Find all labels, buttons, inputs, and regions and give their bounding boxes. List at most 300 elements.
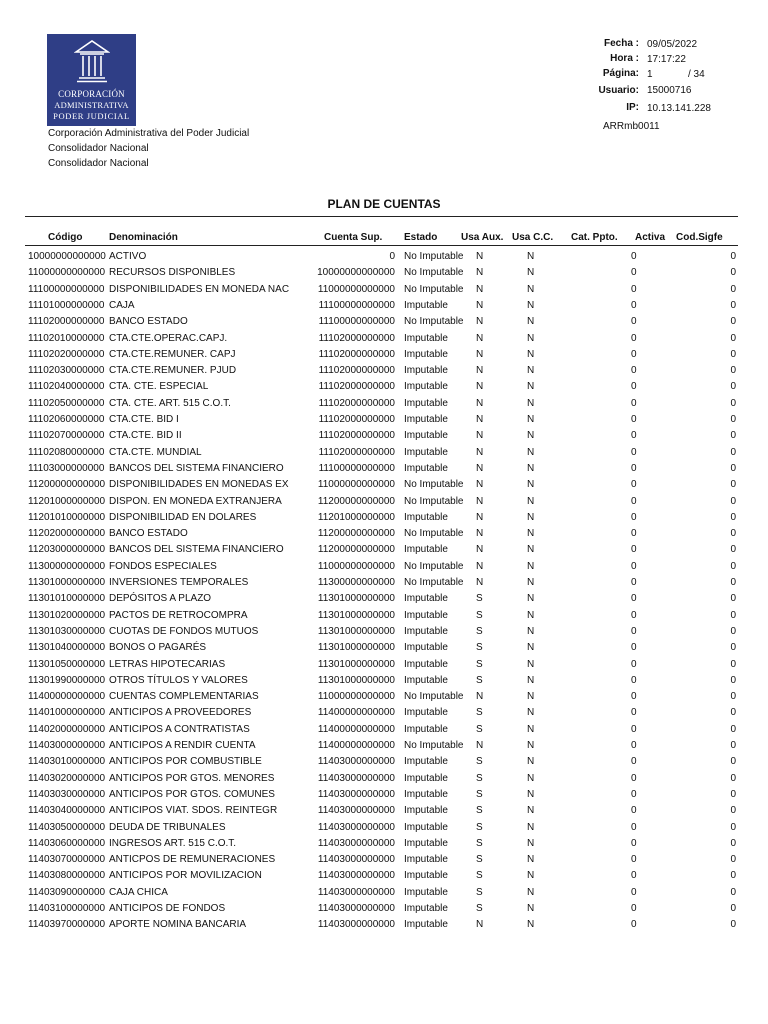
header-divider bbox=[25, 245, 738, 246]
ip-label: IP: bbox=[626, 102, 639, 113]
cell-usa-cc: N bbox=[527, 821, 535, 833]
cell-usa-cc: N bbox=[527, 609, 535, 621]
cell-codigo: 11101000000000 bbox=[28, 299, 105, 311]
cell-activa: 0 bbox=[631, 919, 637, 931]
table-row bbox=[0, 724, 768, 740]
hora-label: Hora : bbox=[610, 53, 639, 64]
table-row bbox=[0, 659, 768, 675]
cell-usa-cc: N bbox=[527, 414, 535, 425]
org-consolidator-2: Consolidador Nacional bbox=[48, 158, 149, 169]
cell-usa-cc: N bbox=[527, 870, 535, 882]
cell-denominacion: ANTICIPOS A PROVEEDORES bbox=[109, 707, 252, 719]
col-usa-aux: Usa Aux. bbox=[461, 232, 504, 243]
cell-cuenta-sup: 11100000000000 bbox=[318, 316, 395, 328]
cell-codigo: 11403020000000 bbox=[28, 772, 106, 784]
cell-activa: 0 bbox=[631, 723, 637, 735]
cell-cuenta-sup: 11301000000000 bbox=[317, 625, 395, 637]
cell-usa-aux: N bbox=[476, 381, 484, 393]
cell-cuenta-sup: 11102000000000 bbox=[318, 348, 395, 360]
cell-cod-sigfe: 0 bbox=[730, 723, 736, 735]
table-row bbox=[0, 430, 768, 446]
cell-codigo: 11102070000000 bbox=[28, 430, 105, 442]
cell-activa: 0 bbox=[631, 625, 637, 637]
cell-usa-aux: S bbox=[476, 837, 483, 849]
cell-denominacion: ANTICIPOS A CONTRATISTAS bbox=[109, 723, 250, 735]
cell-cuenta-sup: 11300000000000 bbox=[317, 577, 395, 588]
table-row bbox=[0, 316, 768, 332]
cell-usa-cc: N bbox=[527, 577, 535, 588]
cell-usa-cc: N bbox=[527, 495, 535, 507]
cell-codigo: 11102050000000 bbox=[28, 397, 105, 409]
cell-denominacion: ANTICPOS DE REMUNERACIONES bbox=[109, 854, 276, 866]
cell-codigo: 11403090000000 bbox=[28, 886, 106, 898]
cell-denominacion: ANTICIPOS POR GTOS. MENORES bbox=[109, 772, 275, 784]
cell-denominacion: CUOTAS DE FONDOS MUTUOS bbox=[109, 625, 259, 637]
cell-codigo: 11403040000000 bbox=[28, 805, 106, 817]
cell-activa: 0 bbox=[631, 283, 637, 295]
cell-cuenta-sup: 11403000000000 bbox=[317, 756, 395, 768]
cell-cuenta-sup: 11400000000000 bbox=[317, 740, 395, 751]
cell-estado: Imputable bbox=[404, 788, 448, 800]
cell-denominacion: CTA. CTE. ESPECIAL bbox=[109, 381, 209, 393]
cell-denominacion: DEUDA DE TRIBUNALES bbox=[109, 821, 226, 833]
cell-usa-aux: N bbox=[476, 560, 484, 572]
cell-usa-cc: N bbox=[527, 251, 535, 262]
cell-usa-aux: N bbox=[476, 299, 484, 311]
col-codigo: Código bbox=[48, 232, 83, 243]
cell-usa-cc: N bbox=[527, 837, 535, 849]
cell-usa-aux: S bbox=[476, 625, 483, 637]
cell-codigo: 11400000000000 bbox=[28, 691, 106, 703]
cell-estado: Imputable bbox=[404, 870, 448, 882]
cell-codigo: 11403070000000 bbox=[28, 854, 106, 866]
cell-denominacion: DISPONIBILIDAD EN DOLARES bbox=[109, 511, 257, 523]
table-row bbox=[0, 707, 768, 723]
table-row bbox=[0, 496, 768, 512]
table-row bbox=[0, 805, 768, 821]
cell-codigo: 11403000000000 bbox=[28, 740, 106, 751]
cell-denominacion: DISPONIBILIDADES EN MONEDA NAC bbox=[109, 283, 290, 295]
cell-activa: 0 bbox=[631, 348, 637, 360]
cell-usa-aux: N bbox=[476, 462, 484, 474]
cell-cod-sigfe: 0 bbox=[730, 903, 736, 914]
cell-codigo: 11201000000000 bbox=[28, 495, 106, 507]
cell-activa: 0 bbox=[631, 642, 637, 654]
table-row bbox=[0, 447, 768, 463]
usuario-label: Usuario: bbox=[598, 85, 639, 96]
cell-activa: 0 bbox=[631, 740, 637, 751]
cell-denominacion: ACTIVO bbox=[109, 251, 147, 262]
cell-usa-cc: N bbox=[527, 397, 535, 409]
cell-usa-cc: N bbox=[527, 854, 535, 866]
cell-estado: Imputable bbox=[404, 365, 448, 377]
table-row bbox=[0, 740, 768, 756]
table-row bbox=[0, 479, 768, 495]
table-row bbox=[0, 365, 768, 381]
cell-usa-cc: N bbox=[527, 625, 535, 637]
cell-codigo: 11102040000000 bbox=[28, 381, 105, 393]
cell-cuenta-sup: 11403000000000 bbox=[317, 903, 395, 914]
cell-cuenta-sup: 11102000000000 bbox=[318, 397, 395, 409]
ip-value: 10.13.141.228 bbox=[647, 103, 711, 114]
cell-usa-cc: N bbox=[527, 707, 535, 719]
cell-denominacion: ANTICIPOS POR COMBUSTIBLE bbox=[109, 756, 262, 768]
cell-cuenta-sup: 10000000000000 bbox=[317, 267, 395, 279]
cell-estado: Imputable bbox=[404, 593, 448, 605]
cell-usa-cc: N bbox=[527, 332, 535, 344]
cell-estado: Imputable bbox=[404, 837, 448, 849]
table-row bbox=[0, 773, 768, 789]
cell-denominacion: BANCO ESTADO bbox=[109, 316, 188, 328]
cell-activa: 0 bbox=[631, 414, 637, 425]
cell-usa-cc: N bbox=[527, 674, 535, 686]
cell-usa-aux: N bbox=[476, 740, 484, 751]
cell-cod-sigfe: 0 bbox=[730, 674, 736, 686]
cell-estado: No Imputable bbox=[404, 316, 464, 328]
cell-codigo: 11301010000000 bbox=[28, 593, 106, 605]
table-row bbox=[0, 691, 768, 707]
pagina-total: / 34 bbox=[688, 69, 705, 80]
cell-estado: Imputable bbox=[404, 609, 448, 621]
cell-activa: 0 bbox=[631, 707, 637, 719]
cell-codigo: 11403050000000 bbox=[28, 821, 106, 833]
table-row bbox=[0, 333, 768, 349]
cell-usa-aux: S bbox=[476, 707, 483, 719]
cell-denominacion: CTA.CTE. BID I bbox=[109, 414, 179, 425]
cell-cuenta-sup: 11403000000000 bbox=[317, 772, 395, 784]
cell-estado: Imputable bbox=[404, 772, 448, 784]
cell-codigo: 11301030000000 bbox=[28, 625, 106, 637]
cell-estado: No Imputable bbox=[404, 528, 464, 540]
cell-denominacion: CTA. CTE. ART. 515 C.O.T. bbox=[109, 397, 231, 409]
usuario-value: 15000716 bbox=[647, 85, 692, 96]
cell-activa: 0 bbox=[631, 870, 637, 882]
cell-activa: 0 bbox=[631, 511, 637, 523]
cell-usa-cc: N bbox=[527, 365, 535, 377]
cell-estado: No Imputable bbox=[404, 577, 464, 588]
logo-text-line3: PODER JUDICIAL bbox=[53, 111, 130, 121]
cell-activa: 0 bbox=[631, 772, 637, 784]
cell-codigo: 11403100000000 bbox=[28, 903, 106, 914]
cell-usa-cc: N bbox=[527, 903, 535, 914]
cell-codigo: 11403970000000 bbox=[28, 919, 106, 931]
cell-usa-cc: N bbox=[527, 919, 535, 931]
cell-cuenta-sup: 11403000000000 bbox=[317, 919, 395, 931]
cell-denominacion: CTA.CTE. MUNDIAL bbox=[109, 446, 202, 458]
cell-denominacion: APORTE NOMINA BANCARIA bbox=[109, 919, 247, 931]
cell-codigo: 11103000000000 bbox=[28, 462, 105, 474]
table-row bbox=[0, 300, 768, 316]
cell-cuenta-sup: 11403000000000 bbox=[317, 788, 395, 800]
table-row bbox=[0, 528, 768, 544]
cell-usa-aux: S bbox=[476, 756, 483, 768]
cell-activa: 0 bbox=[631, 397, 637, 409]
cell-estado: Imputable bbox=[404, 805, 448, 817]
cell-cod-sigfe: 0 bbox=[730, 283, 736, 295]
cell-cod-sigfe: 0 bbox=[730, 462, 736, 474]
cell-estado: Imputable bbox=[404, 332, 448, 344]
cell-estado: Imputable bbox=[404, 511, 448, 523]
cell-estado: Imputable bbox=[404, 348, 448, 360]
cell-denominacion: CAJA CHICA bbox=[109, 886, 168, 898]
col-cod-sigfe: Cod.Sigfe bbox=[676, 232, 723, 243]
cell-usa-aux: S bbox=[476, 805, 483, 817]
cell-usa-cc: N bbox=[527, 446, 535, 458]
table-row bbox=[0, 398, 768, 414]
report-code: ARRmb0011 bbox=[603, 121, 660, 132]
cell-activa: 0 bbox=[631, 381, 637, 393]
cell-usa-aux: N bbox=[476, 479, 484, 491]
cell-codigo: 11200000000000 bbox=[28, 479, 106, 491]
col-estado: Estado bbox=[404, 232, 438, 243]
cell-usa-aux: N bbox=[476, 397, 484, 409]
table-row bbox=[0, 919, 768, 935]
cell-estado: Imputable bbox=[404, 430, 448, 442]
cell-usa-cc: N bbox=[527, 723, 535, 735]
cell-cod-sigfe: 0 bbox=[730, 251, 736, 262]
cell-usa-cc: N bbox=[527, 805, 535, 817]
cell-activa: 0 bbox=[631, 756, 637, 768]
cell-codigo: 11202000000000 bbox=[28, 528, 106, 540]
org-name: Corporación Administrativa del Poder Judicial bbox=[48, 128, 250, 139]
cell-estado: No Imputable bbox=[404, 267, 464, 279]
cell-usa-cc: N bbox=[527, 658, 535, 670]
cell-activa: 0 bbox=[631, 609, 637, 621]
cell-cuenta-sup: 11102000000000 bbox=[318, 414, 395, 425]
cell-cod-sigfe: 0 bbox=[730, 381, 736, 393]
cell-estado: No Imputable bbox=[404, 479, 464, 491]
cell-codigo: 11403010000000 bbox=[28, 756, 106, 768]
cell-cuenta-sup: 11301000000000 bbox=[317, 593, 395, 605]
cell-cod-sigfe: 0 bbox=[730, 805, 736, 817]
cell-denominacion: OTROS TÍTULOS Y VALORES bbox=[109, 674, 248, 686]
cell-usa-cc: N bbox=[527, 788, 535, 800]
cell-codigo: 11403080000000 bbox=[28, 870, 106, 882]
cell-usa-aux: N bbox=[476, 544, 484, 556]
table-row bbox=[0, 267, 768, 283]
cell-codigo: 11102080000000 bbox=[28, 446, 105, 458]
logo-text-line1: CORPORACIÓN bbox=[58, 89, 125, 99]
cell-cod-sigfe: 0 bbox=[730, 919, 736, 931]
table-row bbox=[0, 512, 768, 528]
cell-cuenta-sup: 11102000000000 bbox=[318, 430, 395, 442]
fecha-label: Fecha : bbox=[603, 38, 639, 49]
cell-cuenta-sup: 11301000000000 bbox=[317, 658, 395, 670]
cell-usa-aux: N bbox=[476, 348, 484, 360]
table-row bbox=[0, 854, 768, 870]
cell-estado: Imputable bbox=[404, 903, 448, 914]
cell-usa-cc: N bbox=[527, 544, 535, 556]
cell-cod-sigfe: 0 bbox=[730, 837, 736, 849]
cell-activa: 0 bbox=[631, 332, 637, 344]
table-row bbox=[0, 463, 768, 479]
cell-cuenta-sup: 11400000000000 bbox=[317, 723, 395, 735]
cell-usa-cc: N bbox=[527, 283, 535, 295]
cell-usa-aux: S bbox=[476, 788, 483, 800]
cell-cod-sigfe: 0 bbox=[730, 544, 736, 556]
cell-activa: 0 bbox=[631, 251, 637, 262]
table-row bbox=[0, 251, 768, 267]
cell-cuenta-sup: 11403000000000 bbox=[317, 837, 395, 849]
cell-usa-cc: N bbox=[527, 430, 535, 442]
cell-usa-aux: N bbox=[476, 267, 484, 279]
cell-denominacion: CUENTAS COMPLEMENTARIAS bbox=[109, 691, 259, 703]
col-cat-ppto: Cat. Ppto. bbox=[571, 232, 618, 243]
table-row bbox=[0, 610, 768, 626]
pagina-label: Página: bbox=[602, 68, 639, 79]
cell-cod-sigfe: 0 bbox=[730, 299, 736, 311]
cell-activa: 0 bbox=[631, 821, 637, 833]
title-divider bbox=[25, 216, 738, 217]
cell-usa-aux: S bbox=[476, 723, 483, 735]
cell-cod-sigfe: 0 bbox=[730, 593, 736, 605]
cell-cuenta-sup: 11200000000000 bbox=[317, 528, 395, 540]
cell-usa-aux: S bbox=[476, 854, 483, 866]
cell-cod-sigfe: 0 bbox=[730, 430, 736, 442]
table-row bbox=[0, 626, 768, 642]
cell-usa-aux: N bbox=[476, 430, 484, 442]
cell-usa-cc: N bbox=[527, 691, 535, 703]
cell-cuenta-sup: 11200000000000 bbox=[317, 544, 395, 556]
cell-estado: Imputable bbox=[404, 446, 448, 458]
cell-cuenta-sup: 11201000000000 bbox=[317, 511, 395, 523]
cell-cod-sigfe: 0 bbox=[730, 528, 736, 540]
cell-usa-aux: N bbox=[476, 283, 484, 295]
cell-cod-sigfe: 0 bbox=[730, 870, 736, 882]
cell-usa-aux: S bbox=[476, 593, 483, 605]
table-row bbox=[0, 349, 768, 365]
cell-cuenta-sup: 11400000000000 bbox=[317, 707, 395, 719]
cell-cuenta-sup: 11301000000000 bbox=[317, 609, 395, 621]
cell-cod-sigfe: 0 bbox=[730, 788, 736, 800]
table-row bbox=[0, 414, 768, 430]
cell-activa: 0 bbox=[631, 658, 637, 670]
cell-codigo: 11102010000000 bbox=[28, 332, 105, 344]
cell-estado: Imputable bbox=[404, 658, 448, 670]
cell-codigo: 11403060000000 bbox=[28, 837, 106, 849]
cell-usa-cc: N bbox=[527, 642, 535, 654]
cell-cuenta-sup: 11102000000000 bbox=[318, 446, 395, 458]
cell-cod-sigfe: 0 bbox=[730, 756, 736, 768]
cell-cod-sigfe: 0 bbox=[730, 854, 736, 866]
cell-cuenta-sup: 11301000000000 bbox=[317, 674, 395, 686]
cell-estado: Imputable bbox=[404, 544, 448, 556]
cell-usa-cc: N bbox=[527, 593, 535, 605]
cell-usa-aux: S bbox=[476, 903, 483, 914]
cell-denominacion: FONDOS ESPECIALES bbox=[109, 560, 217, 572]
cell-codigo: 10000000000000 bbox=[28, 251, 106, 262]
cell-activa: 0 bbox=[631, 903, 637, 914]
cell-usa-cc: N bbox=[527, 740, 535, 751]
cell-estado: Imputable bbox=[404, 886, 448, 898]
cell-codigo: 11300000000000 bbox=[28, 560, 106, 572]
table-row bbox=[0, 544, 768, 560]
cell-estado: Imputable bbox=[404, 642, 448, 654]
cell-activa: 0 bbox=[631, 886, 637, 898]
cell-usa-aux: N bbox=[476, 316, 484, 328]
cell-usa-aux: S bbox=[476, 658, 483, 670]
cell-denominacion: ANTICIPOS A RENDIR CUENTA bbox=[109, 740, 256, 751]
cell-denominacion: BONOS O PAGARÉS bbox=[109, 642, 207, 654]
org-consolidator-1: Consolidador Nacional bbox=[48, 143, 149, 154]
table-row bbox=[0, 822, 768, 838]
logo bbox=[47, 34, 136, 126]
cell-estado: Imputable bbox=[404, 854, 448, 866]
cell-codigo: 11301990000000 bbox=[28, 674, 106, 686]
cell-estado: Imputable bbox=[404, 756, 448, 768]
cell-denominacion: ANTICIPOS VIAT. SDOS. REINTEGR bbox=[109, 805, 278, 817]
cell-cuenta-sup: 0 bbox=[389, 251, 395, 262]
cell-cod-sigfe: 0 bbox=[730, 691, 736, 703]
cell-cuenta-sup: 11000000000000 bbox=[317, 283, 395, 295]
cell-cuenta-sup: 11200000000000 bbox=[317, 495, 395, 507]
cell-activa: 0 bbox=[631, 854, 637, 866]
table-row bbox=[0, 577, 768, 593]
cell-cuenta-sup: 11102000000000 bbox=[318, 365, 395, 377]
cell-usa-aux: N bbox=[476, 528, 484, 540]
cell-cod-sigfe: 0 bbox=[730, 821, 736, 833]
cell-cod-sigfe: 0 bbox=[730, 446, 736, 458]
cell-activa: 0 bbox=[631, 788, 637, 800]
cell-usa-cc: N bbox=[527, 267, 535, 279]
cell-estado: No Imputable bbox=[404, 560, 464, 572]
hora-value: 17:17:22 bbox=[647, 54, 686, 65]
cell-cod-sigfe: 0 bbox=[730, 495, 736, 507]
cell-usa-cc: N bbox=[527, 462, 535, 474]
cell-activa: 0 bbox=[631, 316, 637, 328]
cell-cod-sigfe: 0 bbox=[730, 577, 736, 588]
cell-denominacion: BANCOS DEL SISTEMA FINANCIERO bbox=[109, 462, 284, 474]
cell-codigo: 11102030000000 bbox=[28, 365, 105, 377]
cell-codigo: 11000000000000 bbox=[28, 267, 106, 279]
cell-denominacion: BANCO ESTADO bbox=[109, 528, 188, 540]
table-row bbox=[0, 381, 768, 397]
table-row bbox=[0, 838, 768, 854]
cell-estado: Imputable bbox=[404, 397, 448, 409]
cell-activa: 0 bbox=[631, 479, 637, 491]
cell-cod-sigfe: 0 bbox=[730, 267, 736, 279]
cell-denominacion: PACTOS DE RETROCOMPRA bbox=[109, 609, 248, 621]
cell-activa: 0 bbox=[631, 577, 637, 588]
cell-denominacion: CTA.CTE. BID II bbox=[109, 430, 182, 442]
cell-cod-sigfe: 0 bbox=[730, 707, 736, 719]
cell-denominacion: LETRAS HIPOTECARIAS bbox=[109, 658, 226, 670]
cell-activa: 0 bbox=[631, 837, 637, 849]
cell-usa-aux: N bbox=[476, 414, 484, 425]
cell-usa-cc: N bbox=[527, 886, 535, 898]
cell-estado: Imputable bbox=[404, 299, 448, 311]
cell-cuenta-sup: 11100000000000 bbox=[318, 299, 395, 311]
cell-denominacion: CTA.CTE.REMUNER. PJUD bbox=[109, 365, 237, 377]
cell-estado: No Imputable bbox=[404, 740, 464, 751]
cell-activa: 0 bbox=[631, 267, 637, 279]
col-cuenta-sup: Cuenta Sup. bbox=[324, 232, 383, 243]
table-row bbox=[0, 284, 768, 300]
cell-cod-sigfe: 0 bbox=[730, 479, 736, 491]
cell-codigo: 11401000000000 bbox=[28, 707, 106, 719]
cell-denominacion: RECURSOS DISPONIBLES bbox=[109, 267, 236, 279]
cell-codigo: 11301050000000 bbox=[28, 658, 106, 670]
cell-usa-aux: S bbox=[476, 674, 483, 686]
cell-codigo: 11102060000000 bbox=[28, 414, 105, 425]
cell-denominacion: DISPONIBILIDADES EN MONEDAS EX bbox=[109, 479, 289, 491]
cell-denominacion: CAJA bbox=[109, 299, 135, 311]
col-activa: Activa bbox=[635, 232, 666, 243]
cell-usa-cc: N bbox=[527, 560, 535, 572]
table-row bbox=[0, 903, 768, 919]
cell-estado: Imputable bbox=[404, 462, 448, 474]
cell-usa-cc: N bbox=[527, 381, 535, 393]
